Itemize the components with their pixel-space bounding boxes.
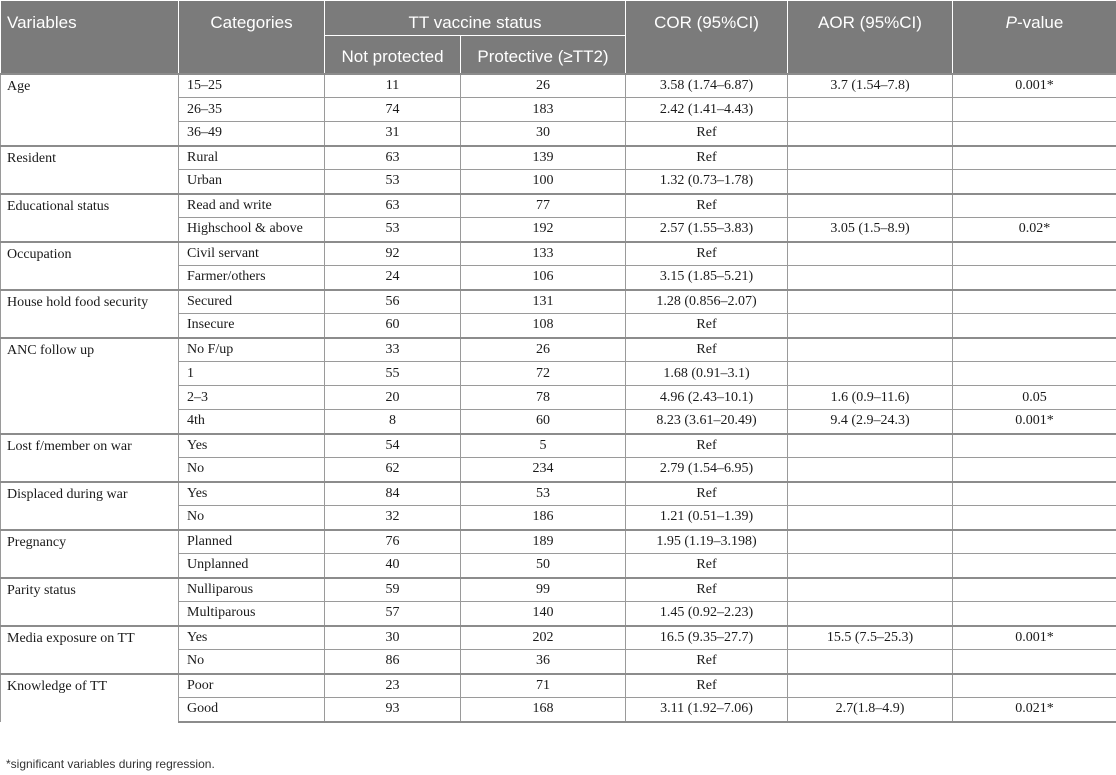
p-value-cell xyxy=(953,674,1116,698)
not-protected-cell: 54 xyxy=(325,434,461,458)
footnote: *significant variables during regression. xyxy=(6,757,215,771)
table-body xyxy=(1,74,1116,722)
cor-cell: 4.96 (2.43–10.1) xyxy=(626,386,788,410)
aor-cell xyxy=(788,578,953,602)
cor-cell: 3.15 (1.85–5.21) xyxy=(626,266,788,290)
category-cell: Yes xyxy=(179,626,325,650)
cor-cell: Ref xyxy=(626,146,788,170)
p-value-cell: 0.021* xyxy=(953,698,1116,722)
not-protected-cell: 53 xyxy=(325,218,461,242)
category-cell: Multiparous xyxy=(179,602,325,626)
cor-cell: 3.58 (1.74–6.87) xyxy=(626,74,788,98)
cor-cell: 2.79 (1.54–6.95) xyxy=(626,458,788,482)
p-value-cell xyxy=(953,242,1116,266)
table-row xyxy=(1,242,1116,266)
protective-cell: 186 xyxy=(461,506,626,530)
p-value-cell xyxy=(953,434,1116,458)
variable-cell: Educational status xyxy=(1,194,179,242)
protective-cell: 77 xyxy=(461,194,626,218)
cor-cell: 1.28 (0.856–2.07) xyxy=(626,290,788,314)
not-protected-cell: 57 xyxy=(325,602,461,626)
variable-cell: Lost f/member on war xyxy=(1,434,179,482)
aor-cell xyxy=(788,362,953,386)
variable-cell: Displaced during war xyxy=(1,482,179,530)
not-protected-cell: 31 xyxy=(325,122,461,146)
not-protected-cell: 53 xyxy=(325,170,461,194)
cor-cell: 1.45 (0.92–2.23) xyxy=(626,602,788,626)
variable-cell: Parity status xyxy=(1,578,179,626)
category-cell: Highschool & above xyxy=(179,218,325,242)
cor-cell: 1.95 (1.19–3.198) xyxy=(626,530,788,554)
aor-cell: 9.4 (2.9–24.3) xyxy=(788,410,953,434)
not-protected-cell: 30 xyxy=(325,626,461,650)
protective-cell: 168 xyxy=(461,698,626,722)
variable-cell: Age xyxy=(1,74,179,146)
category-cell: Secured xyxy=(179,290,325,314)
table-row xyxy=(1,578,1116,602)
p-value-cell xyxy=(953,578,1116,602)
category-cell: Unplanned xyxy=(179,554,325,578)
category-cell: Yes xyxy=(179,482,325,506)
category-cell: Good xyxy=(179,698,325,722)
cor-cell: 16.5 (9.35–27.7) xyxy=(626,626,788,650)
not-protected-cell: 63 xyxy=(325,146,461,170)
category-cell: No xyxy=(179,458,325,482)
p-value-cell xyxy=(953,290,1116,314)
cor-cell: 3.11 (1.92–7.06) xyxy=(626,698,788,722)
aor-cell: 15.5 (7.5–25.3) xyxy=(788,626,953,650)
table-row xyxy=(1,482,1116,506)
protective-cell: 50 xyxy=(461,554,626,578)
protective-cell: 72 xyxy=(461,362,626,386)
aor-cell xyxy=(788,266,953,290)
not-protected-cell: 56 xyxy=(325,290,461,314)
protective-cell: 60 xyxy=(461,410,626,434)
cor-cell: Ref xyxy=(626,314,788,338)
header-p-italic: P xyxy=(1005,13,1018,32)
p-value-cell xyxy=(953,482,1116,506)
aor-cell xyxy=(788,530,953,554)
not-protected-cell: 84 xyxy=(325,482,461,506)
protective-cell: 5 xyxy=(461,434,626,458)
header-p-value xyxy=(953,1,1116,74)
cor-cell: 1.32 (0.73–1.78) xyxy=(626,170,788,194)
aor-cell xyxy=(788,194,953,218)
p-value-cell xyxy=(953,650,1116,674)
category-cell: No xyxy=(179,506,325,530)
protective-cell: 189 xyxy=(461,530,626,554)
protective-cell: 36 xyxy=(461,650,626,674)
protective-cell: 108 xyxy=(461,314,626,338)
p-value-cell xyxy=(953,602,1116,626)
table-row xyxy=(1,146,1116,170)
table-row xyxy=(1,434,1116,458)
variable-cell: ANC follow up xyxy=(1,338,179,434)
header-not-protected: Not protected xyxy=(325,36,461,74)
not-protected-cell: 55 xyxy=(325,362,461,386)
not-protected-cell: 8 xyxy=(325,410,461,434)
p-value-cell xyxy=(953,530,1116,554)
protective-cell: 234 xyxy=(461,458,626,482)
aor-cell xyxy=(788,98,953,122)
header-aor: AOR (95%CI) xyxy=(788,1,953,74)
cor-cell: Ref xyxy=(626,194,788,218)
aor-cell xyxy=(788,650,953,674)
protective-cell: 140 xyxy=(461,602,626,626)
protective-cell: 30 xyxy=(461,122,626,146)
p-value-cell xyxy=(953,266,1116,290)
p-value-cell xyxy=(953,122,1116,146)
not-protected-cell: 59 xyxy=(325,578,461,602)
aor-cell xyxy=(788,338,953,362)
table-header xyxy=(1,1,1116,74)
not-protected-cell: 63 xyxy=(325,194,461,218)
category-cell: No F/up xyxy=(179,338,325,362)
cor-cell: 2.42 (1.41–4.43) xyxy=(626,98,788,122)
cor-cell: Ref xyxy=(626,338,788,362)
protective-cell: 99 xyxy=(461,578,626,602)
p-value-cell: 0.001* xyxy=(953,410,1116,434)
cor-cell: Ref xyxy=(626,122,788,146)
header-p-rest: -value xyxy=(1017,13,1064,32)
category-cell: 4th xyxy=(179,410,325,434)
category-cell: 2–3 xyxy=(179,386,325,410)
p-value-cell xyxy=(953,170,1116,194)
category-cell: Read and write xyxy=(179,194,325,218)
cor-cell: 2.57 (1.55–3.83) xyxy=(626,218,788,242)
variable-cell: Pregnancy xyxy=(1,530,179,578)
protective-cell: 106 xyxy=(461,266,626,290)
not-protected-cell: 76 xyxy=(325,530,461,554)
p-value-cell: 0.02* xyxy=(953,218,1116,242)
not-protected-cell: 60 xyxy=(325,314,461,338)
header-categories: Categories xyxy=(179,1,325,74)
p-value-cell xyxy=(953,458,1116,482)
aor-cell xyxy=(788,674,953,698)
p-value-cell xyxy=(953,554,1116,578)
protective-cell: 131 xyxy=(461,290,626,314)
cor-cell: Ref xyxy=(626,674,788,698)
not-protected-cell: 62 xyxy=(325,458,461,482)
table-row xyxy=(1,290,1116,314)
table-row xyxy=(1,626,1116,650)
not-protected-cell: 93 xyxy=(325,698,461,722)
cor-cell: Ref xyxy=(626,554,788,578)
aor-cell: 3.7 (1.54–7.8) xyxy=(788,74,953,98)
not-protected-cell: 86 xyxy=(325,650,461,674)
category-cell: Planned xyxy=(179,530,325,554)
not-protected-cell: 11 xyxy=(325,74,461,98)
header-protective: Protective (≥TT2) xyxy=(461,36,626,74)
header-cor: COR (95%CI) xyxy=(626,1,788,74)
aor-cell xyxy=(788,506,953,530)
p-value-cell: 0.05 xyxy=(953,386,1116,410)
cor-cell: 8.23 (3.61–20.49) xyxy=(626,410,788,434)
category-cell: 1 xyxy=(179,362,325,386)
variable-cell: House hold food security xyxy=(1,290,179,338)
not-protected-cell: 32 xyxy=(325,506,461,530)
category-cell: 15–25 xyxy=(179,74,325,98)
category-cell: Rural xyxy=(179,146,325,170)
cor-cell: 1.21 (0.51–1.39) xyxy=(626,506,788,530)
variable-cell: Occupation xyxy=(1,242,179,290)
variable-cell: Resident xyxy=(1,146,179,194)
p-value-cell: 0.001* xyxy=(953,626,1116,650)
category-cell: Urban xyxy=(179,170,325,194)
cor-cell: 1.68 (0.91–3.1) xyxy=(626,362,788,386)
p-value-cell xyxy=(953,362,1116,386)
aor-cell xyxy=(788,314,953,338)
category-cell: No xyxy=(179,650,325,674)
cor-cell: Ref xyxy=(626,482,788,506)
p-value-cell xyxy=(953,506,1116,530)
aor-cell: 1.6 (0.9–11.6) xyxy=(788,386,953,410)
table-row xyxy=(1,74,1116,98)
table-row xyxy=(1,194,1116,218)
aor-cell xyxy=(788,602,953,626)
category-cell: Insecure xyxy=(179,314,325,338)
not-protected-cell: 40 xyxy=(325,554,461,578)
not-protected-cell: 33 xyxy=(325,338,461,362)
aor-cell: 2.7(1.8–4.9) xyxy=(788,698,953,722)
category-cell: 26–35 xyxy=(179,98,325,122)
variable-cell: Knowledge of TT xyxy=(1,674,179,722)
aor-cell xyxy=(788,434,953,458)
aor-cell xyxy=(788,242,953,266)
not-protected-cell: 20 xyxy=(325,386,461,410)
protective-cell: 133 xyxy=(461,242,626,266)
p-value-cell xyxy=(953,338,1116,362)
protective-cell: 100 xyxy=(461,170,626,194)
protective-cell: 26 xyxy=(461,74,626,98)
aor-cell xyxy=(788,290,953,314)
p-value-cell xyxy=(953,194,1116,218)
table-row xyxy=(1,530,1116,554)
p-value-cell xyxy=(953,98,1116,122)
table-row xyxy=(1,338,1116,362)
protective-cell: 139 xyxy=(461,146,626,170)
header-variables: Variables xyxy=(1,1,179,74)
header-tt-status: TT vaccine status xyxy=(325,1,626,36)
protective-cell: 192 xyxy=(461,218,626,242)
aor-cell xyxy=(788,554,953,578)
cor-cell: Ref xyxy=(626,578,788,602)
aor-cell xyxy=(788,146,953,170)
cor-cell: Ref xyxy=(626,650,788,674)
category-cell: 36–49 xyxy=(179,122,325,146)
protective-cell: 26 xyxy=(461,338,626,362)
aor-cell: 3.05 (1.5–8.9) xyxy=(788,218,953,242)
protective-cell: 53 xyxy=(461,482,626,506)
protective-cell: 78 xyxy=(461,386,626,410)
variable-cell: Media exposure on TT xyxy=(1,626,179,674)
p-value-cell: 0.001* xyxy=(953,74,1116,98)
category-cell: Poor xyxy=(179,674,325,698)
aor-cell xyxy=(788,458,953,482)
aor-cell xyxy=(788,170,953,194)
aor-cell xyxy=(788,482,953,506)
aor-cell xyxy=(788,122,953,146)
protective-cell: 202 xyxy=(461,626,626,650)
cor-cell: Ref xyxy=(626,242,788,266)
category-cell: Farmer/others xyxy=(179,266,325,290)
p-value-cell xyxy=(953,314,1116,338)
not-protected-cell: 74 xyxy=(325,98,461,122)
not-protected-cell: 92 xyxy=(325,242,461,266)
table-row xyxy=(1,674,1116,698)
not-protected-cell: 23 xyxy=(325,674,461,698)
not-protected-cell: 24 xyxy=(325,266,461,290)
protective-cell: 183 xyxy=(461,98,626,122)
p-value-cell xyxy=(953,146,1116,170)
cor-cell: Ref xyxy=(626,434,788,458)
protective-cell: 71 xyxy=(461,674,626,698)
category-cell: Yes xyxy=(179,434,325,458)
category-cell: Civil servant xyxy=(179,242,325,266)
category-cell: Nulliparous xyxy=(179,578,325,602)
